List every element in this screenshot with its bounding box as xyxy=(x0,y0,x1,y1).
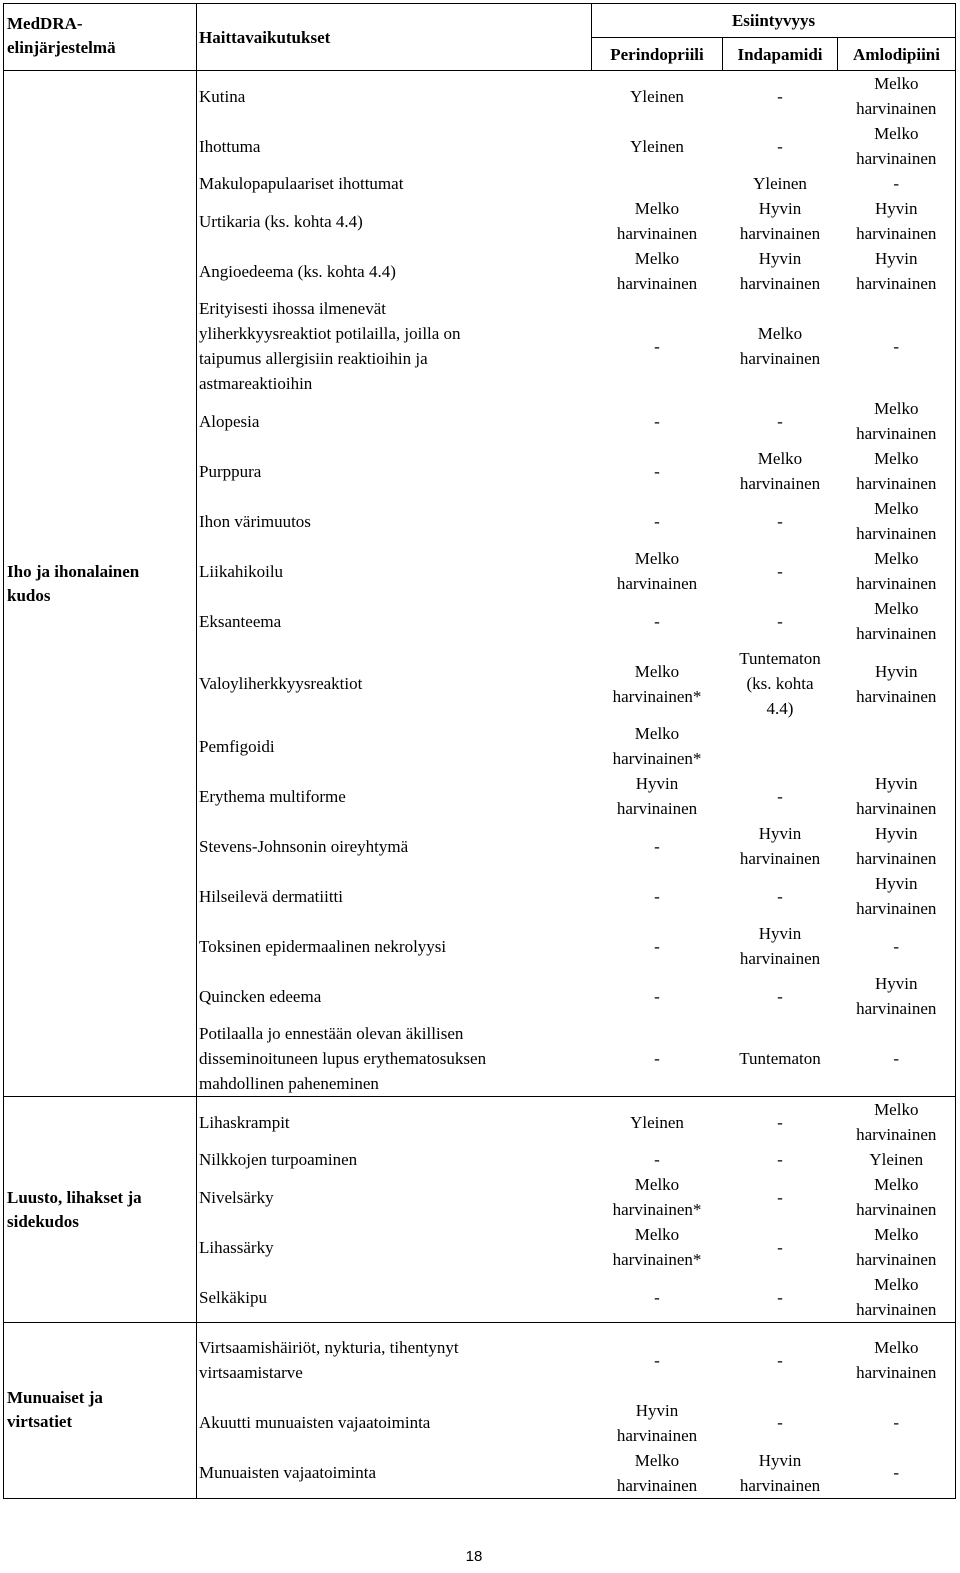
perindopril-frequency-cell: - xyxy=(592,1021,723,1097)
indapamide-frequency-cell xyxy=(723,721,838,771)
header-drug-indapamide: Indapamidi xyxy=(723,38,838,71)
perindopril-frequency-cell: - xyxy=(654,1150,660,1169)
indapamide-frequency-cell: - xyxy=(777,561,783,581)
indapamide-frequency-cell: Melko harvinainen xyxy=(739,449,821,493)
perindopril-frequency-cell: Hyvin harvinainen xyxy=(616,1400,698,1445)
table-row xyxy=(4,71,956,122)
indapamide-frequency-cell: - xyxy=(777,1237,783,1257)
adverse-effect-cell: Makulopapulaariset ihottumat xyxy=(197,171,592,196)
amlodipine-frequency-cell: Melko harvinainen xyxy=(838,71,956,122)
indapamide-frequency-cell: Yleinen xyxy=(753,174,807,193)
indapamide-frequency-cell: - xyxy=(777,611,783,631)
amlodipine-frequency-cell: - xyxy=(838,296,956,396)
amlodipine-frequency-cell: Hyvin harvinainen xyxy=(838,971,956,1021)
perindopril-frequency-cell: Melko harvinainen xyxy=(616,549,698,593)
perindopril-frequency-cell: Melko harvinainen* xyxy=(612,661,702,706)
adverse-effect-cell: Hilseilevä dermatiitti xyxy=(197,871,592,921)
indapamide-frequency-cell: Hyvin harvinainen xyxy=(739,824,821,868)
amlodipine-frequency-cell: Melko harvinainen xyxy=(838,396,956,446)
amlodipine-frequency-cell: Melko harvinainen xyxy=(838,596,956,646)
amlodipine-frequency-cell: - xyxy=(838,1021,956,1097)
perindopril-frequency-cell: Yleinen xyxy=(592,1097,723,1148)
amlodipine-frequency-cell: Melko harvinainen xyxy=(838,1272,956,1323)
adverse-effect-cell: Kutina xyxy=(197,71,592,122)
perindopril-frequency-cell: Melko harvinainen* xyxy=(612,1225,702,1269)
adverse-effect-cell: Lihaskrampit xyxy=(197,1097,592,1148)
adverse-effect-cell: Alopesia xyxy=(197,396,592,446)
perindopril-frequency-cell: - xyxy=(654,886,660,906)
indapamide-frequency-cell: - xyxy=(777,411,783,431)
adverse-effect-cell: Valoyliherkkyysreaktiot xyxy=(197,646,592,721)
header-adverse-effects: Haittavaikutukset xyxy=(197,4,592,71)
indapamide-frequency-cell: - xyxy=(777,786,783,806)
adverse-effect-cell: Nilkkojen turpoaminen xyxy=(197,1147,592,1172)
table-row xyxy=(4,1097,956,1148)
amlodipine-frequency-cell: Hyvin harvinainen xyxy=(838,246,956,296)
adverse-effect-cell: Urtikaria (ks. kohta 4.4) xyxy=(197,196,592,246)
amlodipine-frequency-cell: - xyxy=(838,171,956,196)
perindopril-frequency-cell: Melko harvinainen xyxy=(616,249,698,293)
indapamide-frequency-cell: Tuntematon xyxy=(723,1021,838,1097)
indapamide-frequency-cell: - xyxy=(723,71,838,122)
perindopril-frequency-cell: Yleinen xyxy=(630,136,684,156)
table-row xyxy=(4,1323,956,1398)
amlodipine-frequency-cell: Melko harvinainen xyxy=(838,446,956,496)
amlodipine-frequency-cell xyxy=(838,721,956,771)
adverse-effect-cell: Selkäkipu xyxy=(197,1272,592,1323)
adverse-effect-cell: Erythema multiforme xyxy=(197,771,592,821)
adverse-effect-cell: Erityisesti ihossa ilmenevät yliherkkyysreaktiot potilailla, joilla on taipumus allergisiin reaktioihin ja astmareaktioihin xyxy=(197,296,592,396)
adverse-effect-cell: Quincken edeema xyxy=(197,971,592,1021)
perindopril-frequency-cell: - xyxy=(592,1272,723,1323)
perindopril-frequency-cell: - xyxy=(654,336,660,356)
header-drug-amlodipine: Amlodipiini xyxy=(838,38,956,71)
perindopril-frequency-cell: - xyxy=(592,1323,723,1398)
indapamide-frequency-cell: - xyxy=(777,1150,783,1169)
indapamide-frequency-cell: - xyxy=(777,136,783,156)
indapamide-frequency-cell: Melko harvinainen xyxy=(739,324,821,368)
indapamide-frequency-cell: - xyxy=(777,1187,783,1207)
header-organ-class: MedDRA- elinjärjestelmä xyxy=(4,4,197,71)
amlodipine-frequency-cell: Melko harvinainen xyxy=(838,1323,956,1398)
adverse-effect-cell: Virtsaamishäiriöt, nykturia, tihentynyt virtsaamistarve xyxy=(197,1323,592,1398)
perindopril-frequency-cell: - xyxy=(654,836,660,856)
perindopril-frequency-cell: Melko harvinainen xyxy=(616,199,698,243)
adverse-effects-table xyxy=(3,3,956,1499)
adverse-effect-cell: Munuaisten vajaatoiminta xyxy=(197,1448,592,1499)
indapamide-frequency-cell: - xyxy=(777,1413,783,1432)
amlodipine-frequency-cell: Hyvin harvinainen xyxy=(838,821,956,871)
perindopril-frequency-cell: Melko harvinainen* xyxy=(612,724,702,768)
perindopril-frequency-cell: - xyxy=(654,611,660,631)
indapamide-frequency-cell: - xyxy=(723,1323,838,1398)
amlodipine-frequency-cell: Melko harvinainen xyxy=(838,121,956,171)
adverse-effect-cell: Akuutti munuaisten vajaatoiminta xyxy=(197,1398,592,1448)
adverse-effect-cell: Potilaalla jo ennestään olevan äkillisen disseminoituneen lupus erythematosuksen mahdollinen paheneminen xyxy=(197,1021,592,1097)
adverse-effect-cell: Toksinen epidermaalinen nekrolyysi xyxy=(197,921,592,971)
indapamide-frequency-cell: - xyxy=(777,986,783,1006)
amlodipine-frequency-cell: - xyxy=(838,1398,956,1448)
amlodipine-frequency-cell: Hyvin harvinainen xyxy=(838,646,956,721)
perindopril-frequency-cell: - xyxy=(654,461,660,481)
amlodipine-frequency-cell: Hyvin harvinainen xyxy=(838,771,956,821)
organ-class-cell: Luusto, lihakset ja sidekudos xyxy=(4,1097,197,1323)
amlodipine-frequency-cell: Hyvin harvinainen xyxy=(838,196,956,246)
organ-class-cell: Iho ja ihonalainen kudos xyxy=(4,71,197,1097)
amlodipine-frequency-cell: Melko harvinainen xyxy=(838,1172,956,1222)
perindopril-frequency-cell: - xyxy=(654,411,660,431)
perindopril-frequency-cell: Melko harvinainen xyxy=(592,1448,723,1499)
header-drug-perindopril: Perindopriili xyxy=(592,38,723,71)
adverse-effect-cell: Lihassärky xyxy=(197,1222,592,1272)
page-number: 18 xyxy=(465,1548,483,1565)
adverse-effect-cell: Stevens-Johnsonin oireyhtymä xyxy=(197,821,592,871)
adverse-effect-cell: Pemfigoidi xyxy=(197,721,592,771)
adverse-effect-cell: Ihon värimuutos xyxy=(197,496,592,546)
adverse-effect-cell: Ihottuma xyxy=(197,121,592,171)
indapamide-frequency-cell: Hyvin harvinainen xyxy=(739,199,821,243)
indapamide-frequency-cell: Tuntematon (ks. kohta 4.4) xyxy=(739,649,821,718)
indapamide-frequency-cell: - xyxy=(723,1272,838,1323)
amlodipine-frequency-cell: Melko harvinainen xyxy=(838,1097,956,1148)
perindopril-frequency-cell: Melko harvinainen* xyxy=(612,1175,702,1219)
header-frequency: Esiintyvyys xyxy=(592,4,956,38)
adverse-effect-cell: Liikahikoilu xyxy=(197,546,592,596)
amlodipine-frequency-cell: - xyxy=(838,1448,956,1499)
perindopril-frequency-cell: - xyxy=(654,511,660,531)
indapamide-frequency-cell: Hyvin harvinainen xyxy=(739,924,821,968)
indapamide-frequency-cell: - xyxy=(777,886,783,906)
perindopril-frequency-cell: Yleinen xyxy=(592,71,723,122)
indapamide-frequency-cell: Hyvin harvinainen xyxy=(723,1448,838,1499)
indapamide-frequency-cell: - xyxy=(723,1097,838,1148)
perindopril-frequency-cell: - xyxy=(654,936,660,956)
perindopril-frequency-cell xyxy=(592,171,723,196)
adverse-effect-cell: Angioedeema (ks. kohta 4.4) xyxy=(197,246,592,296)
adverse-effect-cell: Purppura xyxy=(197,446,592,496)
perindopril-frequency-cell: - xyxy=(654,986,660,1006)
indapamide-frequency-cell: - xyxy=(777,511,783,531)
organ-class-cell: Munuaiset ja virtsatiet xyxy=(4,1323,197,1499)
indapamide-frequency-cell: Hyvin harvinainen xyxy=(739,249,821,293)
adverse-effect-cell: Eksanteema xyxy=(197,596,592,646)
amlodipine-frequency-cell: Hyvin harvinainen xyxy=(838,871,956,921)
adverse-effect-cell: Nivelsärky xyxy=(197,1172,592,1222)
perindopril-frequency-cell: Hyvin harvinainen xyxy=(616,774,698,818)
amlodipine-frequency-cell: - xyxy=(838,921,956,971)
amlodipine-frequency-cell: Melko harvinainen xyxy=(838,496,956,546)
amlodipine-frequency-cell: Melko harvinainen xyxy=(838,1222,956,1272)
amlodipine-frequency-cell: Yleinen xyxy=(838,1147,956,1172)
amlodipine-frequency-cell: Melko harvinainen xyxy=(838,546,956,596)
